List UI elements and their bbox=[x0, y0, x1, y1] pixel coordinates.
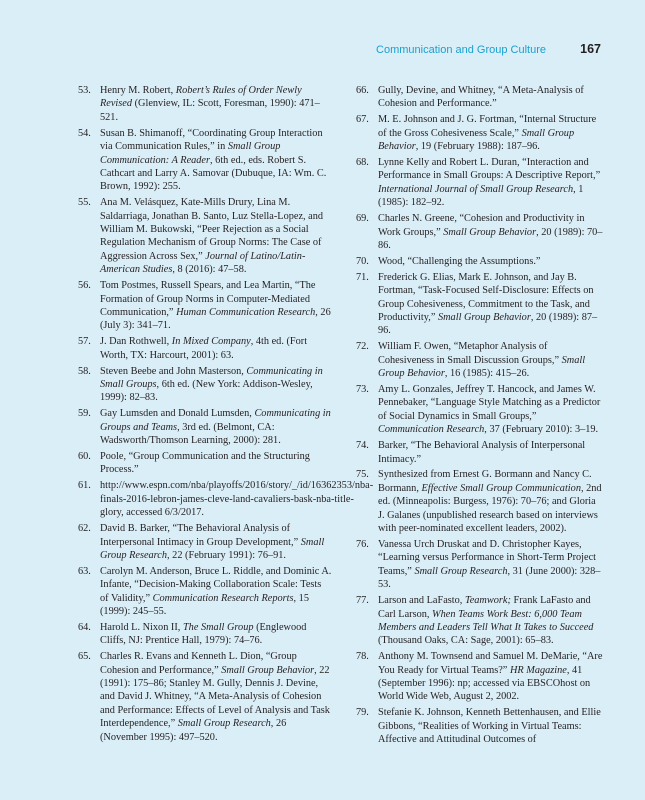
endnote-number: 57. bbox=[78, 336, 91, 348]
italic-title: Small Group Behavior bbox=[437, 312, 531, 323]
citation-text: , 19 (February 1988): 187–96. bbox=[415, 141, 540, 153]
endnote-text bbox=[100, 127, 332, 194]
citation-text: , 22 (1991): 175–86; Stanley M. Gully, Dennis J. Devine, and David J. Whitney, “A Meta-Analysis of Cohesion and Performance: Effects of Level of Analysis and Task Interdependence,” bbox=[100, 664, 330, 730]
endnote-text bbox=[100, 522, 332, 562]
citation-text: Synthesized from Ernest G. Bormann and Nancy C. Bormann, bbox=[378, 469, 592, 494]
citation-text: Frederick G. Elias, Mark E. Johnson, and Jay B. Fortman, “Task-Focused Self-Disclosure: Effects on Group Cohesiveness, Commitment to the Task, and Productivity,” bbox=[378, 271, 594, 323]
endnote-text bbox=[100, 650, 332, 744]
citation-text: J. Dan Rothwell, bbox=[100, 336, 172, 348]
italic-title: Small Group Research bbox=[100, 536, 325, 561]
endnote bbox=[356, 538, 604, 592]
italic-title: Human Communication Research bbox=[176, 307, 316, 318]
endnote-number: 61. bbox=[78, 480, 91, 492]
italic-title: Teamwork; bbox=[464, 595, 511, 607]
endnote-number: 72. bbox=[356, 341, 369, 353]
endnote-text bbox=[378, 271, 604, 338]
italic-title: In Mixed Company bbox=[171, 336, 251, 348]
endnote bbox=[356, 706, 604, 746]
citation-text: Lynne Kelly and Robert L. Duran, “Interaction and Performance in Small Groups: A Descriptive Report,” bbox=[378, 157, 601, 182]
citation-text: , 4th ed. (Fort Worth, TX: Harcourt, 2001): 63. bbox=[100, 336, 308, 361]
citation-text: , 16 (1985): 415–26. bbox=[444, 368, 530, 380]
citation-text: , 22 (February 1991): 76–91. bbox=[167, 549, 286, 561]
endnote bbox=[356, 594, 604, 648]
endnote-number: 69. bbox=[356, 213, 369, 225]
citation-text: Tom Postmes, Russell Spears, and Lea Martin, “The Formation of Group Norms in Computer-Mediated Communication,” bbox=[100, 280, 316, 318]
page-header bbox=[0, 42, 645, 60]
citation-text: http://www.espn.com/nba/playoffs/2016/story/_/id/16362353/nba-finals-2016-lebron-james-cleve-land-cavaliers-bask-nba-title-glory, accessed 6/3/2017. bbox=[100, 480, 374, 519]
endnote-number: 64. bbox=[78, 621, 91, 633]
italic-title: International Journal of Small Group Research bbox=[378, 183, 574, 195]
endnote-text bbox=[378, 383, 604, 437]
endnote-text bbox=[378, 650, 604, 704]
citation-text: , 15 (1999): 245–55. bbox=[100, 592, 309, 618]
endnote bbox=[78, 522, 332, 562]
endnote-number: 76. bbox=[356, 539, 369, 550]
italic-title: Small Group Behavior bbox=[221, 664, 315, 676]
italic-title: Small Group Behavior bbox=[443, 226, 537, 238]
endnote-text bbox=[378, 468, 604, 535]
endnote bbox=[356, 650, 604, 704]
italic-title: When Teams Work Best: 6,000 Team Members and Leaders Tell What It Takes to Succeed bbox=[378, 608, 594, 633]
endnote-number: 67. bbox=[356, 114, 369, 126]
endnote bbox=[356, 271, 604, 338]
endnote-number: 66. bbox=[356, 85, 369, 96]
citation-text: Barker, “The Behavioral Analysis of Interpersonal Intimacy.” bbox=[378, 440, 586, 465]
endnote-number: 63. bbox=[78, 565, 91, 577]
citation-text: Larson and LaFasto, bbox=[378, 595, 465, 607]
endnote bbox=[356, 439, 604, 466]
italic-title: The Small Group bbox=[182, 621, 254, 633]
endnote bbox=[78, 621, 332, 648]
citation-text: Anthony M. Townsend and Samuel M. DeMarie, “Are You Ready for Virtual Teams?” bbox=[378, 651, 603, 676]
endnote-number: 74. bbox=[356, 440, 369, 452]
citation-text: , 41 (September 1996): np; accessed via EBSCOhost on World Wide Web, August 2, 2002. bbox=[378, 664, 591, 703]
endnote bbox=[356, 212, 604, 252]
endnote bbox=[356, 340, 604, 380]
endnote bbox=[78, 407, 332, 447]
endnote bbox=[356, 156, 604, 210]
endnote-number: 65. bbox=[78, 651, 91, 663]
endnote bbox=[78, 565, 332, 619]
citation-text: Stefanie K. Johnson, Kenneth Bettenhausen, and Ellie Gibbons, “Realities of Working in Virtual Teams: Affective and Attitudinal Outcomes of bbox=[378, 707, 601, 746]
italic-title: Journal of Latino/Latin-American Studies bbox=[100, 250, 306, 276]
endnote-number: 78. bbox=[356, 651, 369, 663]
italic-title: Small Group Communication: A Reader bbox=[100, 141, 281, 166]
endnote bbox=[356, 84, 604, 111]
endnote-number: 68. bbox=[356, 157, 369, 169]
endnote-number: 56. bbox=[78, 280, 91, 292]
citation-text: , 6th ed. (New York: Addison-Wesley, 1999): 82–83. bbox=[100, 379, 313, 404]
endnote-text bbox=[100, 565, 332, 619]
citation-text: , 2nd ed. (Minneapolis: Burgess, 1976): 70–76; and Gloria J. Galanes (unpublished research based on interviews with peer-nominated excellent leaders, 2002). bbox=[378, 482, 602, 535]
citation-text: , 8 (2016): 47–58. bbox=[172, 264, 247, 276]
endnote bbox=[78, 335, 332, 362]
endnote-text bbox=[100, 450, 332, 477]
endnote-number: 53. bbox=[78, 85, 91, 96]
endnote-text bbox=[378, 538, 604, 592]
citation-text: , 1 (1985): 182–92. bbox=[378, 183, 584, 209]
endnote-text bbox=[378, 84, 604, 111]
endnote bbox=[78, 479, 374, 519]
citation-text: Charles R. Evans and Kenneth L. Dion, “Group Cohesion and Performance,” bbox=[100, 651, 297, 676]
italic-title: Small Group Research bbox=[414, 565, 508, 577]
endnote-text bbox=[378, 156, 604, 210]
citation-text: M. E. Johnson and J. G. Fortman, “Internal Structure of the Gross Cohesiveness Scale,” bbox=[378, 114, 597, 139]
endnote-number: 71. bbox=[356, 271, 369, 283]
citation-text: Henry M. Robert, bbox=[100, 85, 176, 96]
endnote-text bbox=[378, 706, 604, 746]
endnote bbox=[78, 650, 332, 744]
italic-title: Communicating in Small Groups bbox=[100, 365, 323, 391]
citation-text: , 31 (June 2000): 328–53. bbox=[378, 565, 601, 591]
citation-text: Gay Lumsden and Donald Lumsden, bbox=[100, 408, 255, 420]
endnote bbox=[356, 255, 604, 268]
endnote-text bbox=[378, 340, 604, 380]
citation-text: , 20 (1989): 70–86. bbox=[378, 226, 603, 251]
citation-text: , 6th ed., eds. Robert S. Cathcart and Larry A. Samovar (Dubuque, IA: Wm. C. Brown, 1992): 255. bbox=[100, 154, 327, 193]
endnote-text bbox=[100, 84, 332, 124]
italic-title: HR Magazine bbox=[509, 664, 567, 676]
endnote-number: 59. bbox=[78, 408, 91, 420]
citation-text: Amy L. Gonzales, Jeffrey T. Hancock, and James W. Pennebaker, “Language Style Matching as a Predictor of Social Dynamics in Small Groups,” bbox=[378, 384, 601, 422]
endnote-text bbox=[378, 113, 604, 153]
citation-text: Vanessa Urch Druskat and D. Christopher Kayes, “Learning versus Performance in Short-Term Project Teams,” bbox=[378, 539, 597, 577]
endnote-text bbox=[378, 255, 604, 268]
endnote-number: 79. bbox=[356, 707, 369, 719]
citation-text: Frank LaFasto and Carl Larson, bbox=[378, 595, 591, 620]
italic-title: Communicating in Groups and Teams bbox=[100, 408, 331, 433]
italic-title: Small Group Research bbox=[177, 718, 271, 730]
italic-title: Robert’s Rules of Order Newly Revised bbox=[100, 85, 302, 110]
citation-text: , 26 (November 1995): 497–520. bbox=[100, 718, 287, 743]
italic-title: Effective Small Group Communication bbox=[421, 482, 581, 494]
citation-text: William F. Owen, “Metaphor Analysis of Cohesiveness in Small Discussion Groups,” bbox=[378, 341, 562, 366]
citation-text: David B. Barker, “The Behavioral Analysis of Interpersonal Intimacy in Group Development,” bbox=[100, 523, 301, 548]
endnote bbox=[78, 196, 332, 276]
citation-text: Harold L. Nixon II, bbox=[100, 621, 183, 633]
citation-text: Steven Beebe and John Masterson, bbox=[100, 365, 247, 377]
citation-text: Charles N. Greene, “Cohesion and Productivity in Work Groups,” bbox=[378, 213, 585, 238]
endnote-text bbox=[100, 621, 332, 648]
italic-title: Small Group Behavior bbox=[378, 354, 586, 380]
endnote-text bbox=[378, 212, 604, 252]
citation-text: Carolyn M. Anderson, Bruce L. Riddle, and Dominic A. Infante, “Decision-Making Collaboration Scale: Tests of Validity,” bbox=[100, 565, 332, 604]
citation-text: Susan B. Shimanoff, “Coordinating Group Interaction via Communication Rules,” in bbox=[100, 127, 323, 153]
endnote-number: 75. bbox=[356, 469, 369, 481]
citation-text: Gully, Devine, and Whitney, “A Meta-Analysis of Cohesion and Performance.” bbox=[378, 85, 584, 110]
citation-text: (Thousand Oaks, CA: Sage, 2001): 65–83. bbox=[378, 635, 554, 647]
italic-title: Small Group Behavior bbox=[378, 127, 575, 153]
endnote-text bbox=[100, 407, 332, 447]
endnote bbox=[356, 383, 604, 437]
endnote bbox=[78, 279, 332, 333]
endnote bbox=[78, 84, 332, 124]
endnote-text bbox=[100, 196, 332, 276]
endnote-text bbox=[100, 479, 373, 519]
citation-text: , 37 (February 2010): 3–19. bbox=[484, 424, 599, 436]
endnote-number: 77. bbox=[356, 595, 369, 607]
citation-text: (Glenview, IL: Scott, Foresman, 1990): 471–521. bbox=[100, 98, 320, 123]
page-number: 167 bbox=[580, 42, 601, 56]
citation-text: , 20 (1989): 87–96. bbox=[378, 312, 598, 337]
endnote-number: 54. bbox=[78, 127, 91, 139]
citation-text: Poole, “Group Communication and the Structuring Process.” bbox=[100, 451, 310, 476]
endnote-text bbox=[100, 279, 332, 333]
endnote-text bbox=[378, 439, 604, 466]
endnote bbox=[78, 365, 332, 405]
endnote bbox=[78, 450, 332, 477]
endnote-number: 58. bbox=[78, 365, 91, 377]
endnote-number: 70. bbox=[356, 255, 369, 267]
endnote bbox=[356, 113, 604, 153]
endnote bbox=[356, 468, 604, 535]
notes-column-right bbox=[356, 84, 604, 749]
italic-title: Communication Research bbox=[378, 424, 485, 436]
italic-title: Communication Research Reports bbox=[152, 592, 294, 604]
citation-text: , 26 (July 3): 341–71. bbox=[100, 307, 331, 332]
endnote-number: 55. bbox=[78, 197, 91, 209]
endnote-text bbox=[100, 365, 332, 405]
endnote-number: 62. bbox=[78, 523, 91, 535]
endnote-number: 60. bbox=[78, 451, 91, 463]
endnote bbox=[78, 127, 332, 194]
citation-text: Wood, “Challenging the Assumptions.” bbox=[378, 255, 541, 267]
endnote-text bbox=[100, 335, 332, 362]
endnote-number: 73. bbox=[356, 384, 369, 396]
citation-text: , 3rd ed. (Belmont, CA: Wadsworth/Thomson Learning, 2000): 281. bbox=[100, 421, 281, 447]
citation-text: (Englewood Cliffs, NJ: Prentice Hall, 1979): 74–76. bbox=[100, 621, 307, 647]
citation-text: Ana M. Velásquez, Kate-Mills Drury, Lina M. Saldarriaga, Jonathan B. Santo, Luz Stella-Lopez, and William M. Bukowski, “Peer Rejection as a Social Regulation Mechanism of Group Norms: The Case of Aggression Across Sex,” bbox=[100, 197, 324, 262]
running-head: Communication and Group Culture bbox=[376, 44, 546, 56]
endnote-text bbox=[378, 594, 604, 648]
